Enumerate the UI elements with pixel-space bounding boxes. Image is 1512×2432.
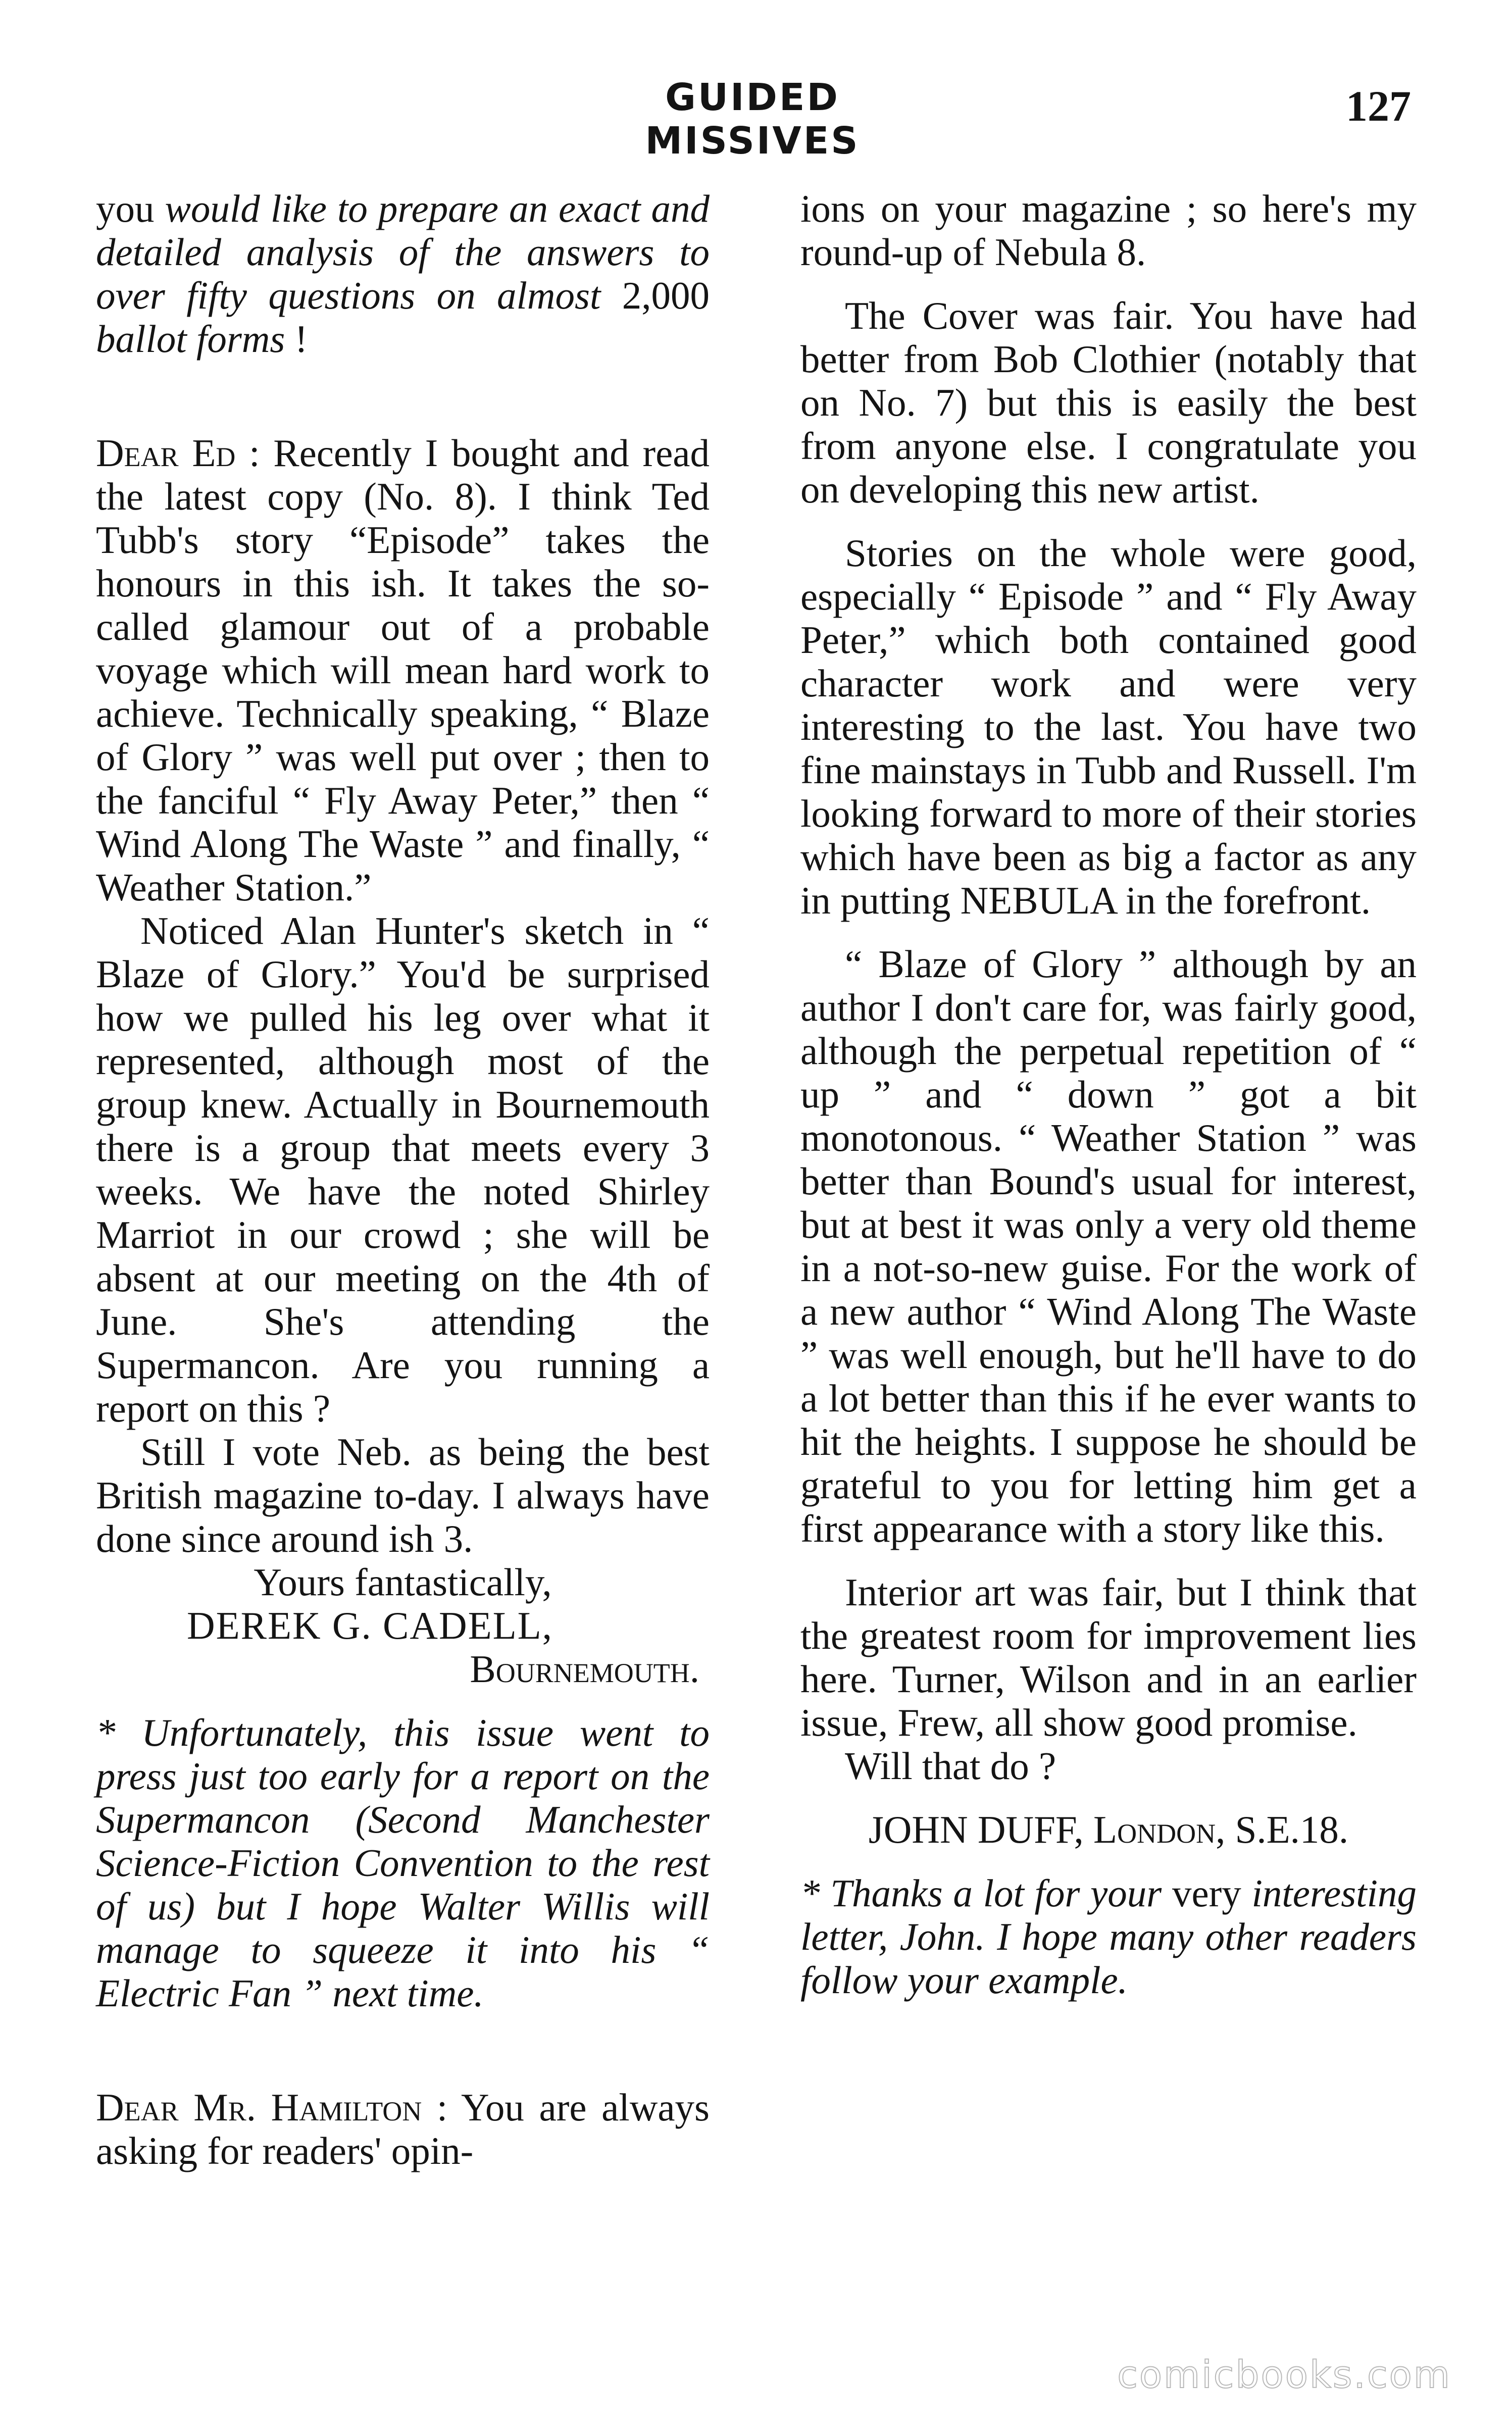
letter1-place: Bournemouth.: [470, 1647, 699, 1691]
editor-reply2-part-c: interesting letter, John. I hope many other readers follow your example.: [800, 1871, 1417, 2002]
reply-intro-text: you: [96, 187, 165, 230]
letter1-signature: DEREK G. CADELL,: [187, 1604, 553, 1647]
reply-rest-text: would like to prepare an exact and detailed analysis of the answers to over fifty questions on almost: [96, 187, 710, 317]
letter2-signature: [800, 1808, 1417, 1851]
letter2-signature-place: London: [1093, 1808, 1216, 1851]
letter2-signature-postcode: , S.E.18.: [1216, 1808, 1349, 1851]
letter2-paragraph-art: Interior art was fair, but I think that the greatest room for improvement lies here. Turner, Wilson and in an earlier issue, Frew, all show good promise.: [800, 1570, 1417, 1744]
letter1-paragraph1: [96, 431, 710, 909]
letter2-paragraph-cover: The Cover was fair. You have had better from Bob Clothier (notably that on No. 7) but this is easily the best from anyone else. I congratulate you on developing this new artist.: [800, 294, 1417, 511]
editor-reply2-part-a: * Thanks a lot for your: [800, 1871, 1172, 1915]
page-number: 127: [1346, 82, 1411, 130]
editor-reply-1: * Unfortunately, this issue went to press just too early for a report on the Supermancon (Second Manchester Science-Fiction Convention to the rest of us) but I hope Walter Willis will manage to squeeze it into his “ Electric Fan ” next time.: [96, 1711, 710, 2015]
left-column: [96, 187, 710, 2172]
reply-count-text: 2,000: [622, 274, 710, 317]
letter2-paragraph-closing: Will that do ?: [845, 1744, 1056, 1788]
letter2-continuation: ions on your magazine ; so here's my round-up of Nebula 8.: [800, 187, 1417, 274]
letter1-closing: Yours fantastically,: [254, 1560, 552, 1604]
page-header-title: GUIDED MISSIVES: [645, 76, 860, 163]
editor-reply2-part-b: very: [1172, 1871, 1241, 1915]
letter1-paragraph3: Still I vote Neb. as being the best British magazine to-day. I always have done since around ish 3.: [96, 1430, 710, 1560]
letter2-start: You are always asking for readers' opin-: [96, 2086, 710, 2172]
letter1-salutation: Dear Ed :: [96, 431, 260, 475]
letter2-paragraph-reviews: “ Blaze of Glory ” although by an author I don't care for, was fairly good, although the perpetual repetition of “ up ” and “ down ” got a bit monotonous. “ Weather Station ” was better than Bound's usual for interest, but at best it was only a very old theme in a not-so-new guise. For the work of a new author “ Wind Along The Waste ” was well enough, but he'll have to do a lot better than this if he ever wants to hit the heights. I suppose he should be grateful to you for letting him get a first appearance with a story like this.: [800, 942, 1417, 1550]
right-column: [800, 187, 1417, 2002]
watermark-text: comicbooks.com: [1117, 2353, 1451, 2397]
editor-reply-continuation: [96, 187, 710, 361]
reply-bang-text: !: [285, 317, 308, 361]
editor-reply-2: [800, 1871, 1417, 2002]
letter2-paragraph-stories: Stories on the whole were good, especially “ Episode ” and “ Fly Away Peter,” which both contained good character work and were very interesting to the last. You have two fine mainstays in Tubb and Russell. I'm looking forward to more of their stories which have been as big a factor as any in putting NEBULA in the forefront.: [800, 531, 1417, 922]
letter1-paragraph2: Noticed Alan Hunter's sketch in “ Blaze of Glory.” You'd be surprised how we pulled his leg over what it represented, although most of the group knew. Actually in Bournemouth there is a group that meets every 3 weeks. We have the noted Shirley Marriot in our crowd ; she will be absent at our meeting on the 4th of June. She's attending the Supermancon. Are you running a report on this ?: [96, 909, 710, 1430]
reply-end-text: ballot forms: [96, 317, 285, 361]
letter2-signature-name: JOHN DUFF,: [868, 1808, 1094, 1851]
letter2-salutation: Dear Mr. Hamilton :: [96, 2086, 448, 2129]
letter1-body1: Recently I bought and read the latest copy (No. 8). I think Ted Tubb's story “Episode” takes the honours in this ish. It takes the so-called glamour out of a probable voyage which will mean hard work to achieve. Technically speaking, “ Blaze of Glory ” was well put over ; then to the fanciful “ Fly Away Peter,” then “ Wind Along The Waste ” and finally, “ Weather Station.”: [96, 431, 710, 909]
letter2-opening: [96, 2086, 710, 2172]
